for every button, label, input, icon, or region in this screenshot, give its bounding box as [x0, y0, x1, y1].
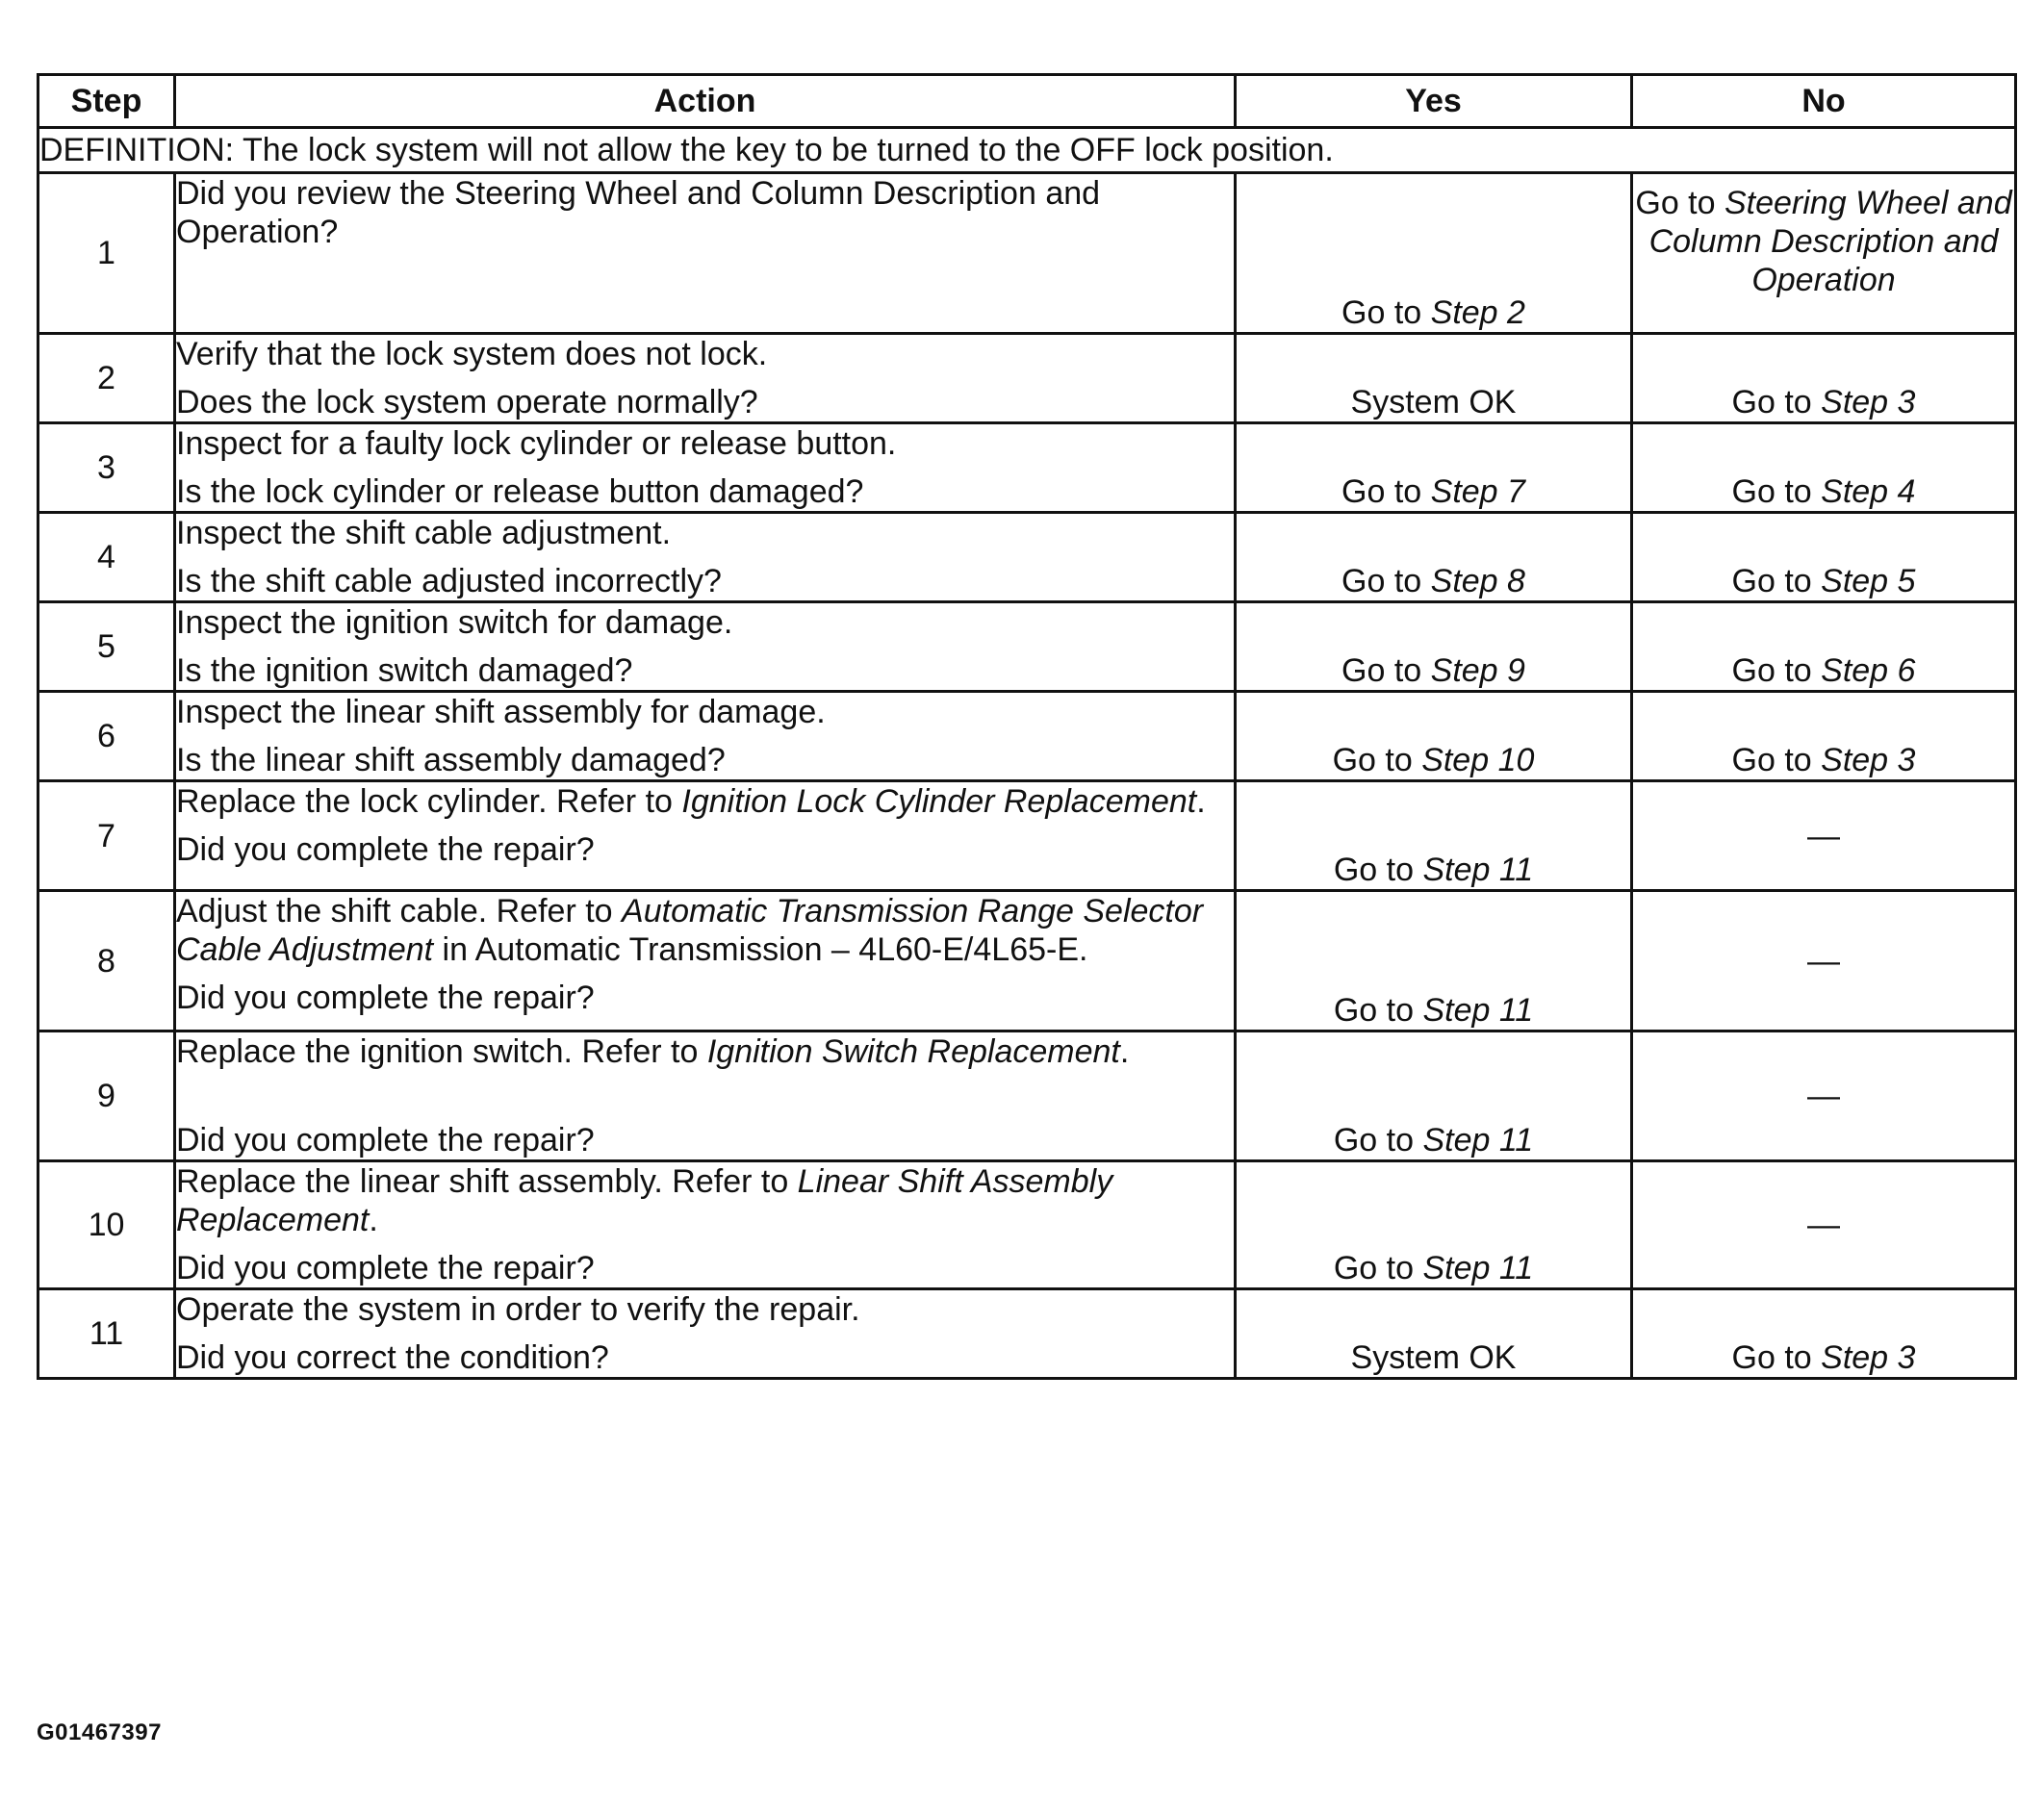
no-cell: [1632, 781, 2016, 891]
yes-cell: [1236, 602, 1632, 692]
action-text: Inspect for a faulty lock cylinder or release button.: [176, 425, 897, 462]
action-question: Is the lock cylinder or release button damaged?: [176, 473, 864, 510]
action-suffix: .: [1196, 783, 1206, 820]
procedure-link[interactable]: Ignition Lock Cylinder Replacement: [681, 783, 1197, 820]
action-text: Operate the system in order to verify the repair.: [176, 1291, 860, 1328]
action-text: Inspect the shift cable adjustment.: [176, 515, 672, 551]
table-row: [38, 513, 2016, 602]
yes-cell: [1236, 334, 1632, 423]
yes-step-link[interactable]: Step 2: [1430, 294, 1525, 331]
no-dash: —: [1807, 817, 1840, 854]
table-row: [38, 781, 2016, 891]
line-gap: [176, 1071, 1234, 1121]
procedure-link[interactable]: Ignition Switch Replacement: [706, 1033, 1120, 1070]
action-suffix: .: [369, 1202, 378, 1238]
header-yes: Yes: [1236, 75, 1632, 128]
no-cell: [1632, 423, 2016, 513]
step-number: 2: [38, 334, 175, 423]
yes-step-link[interactable]: Step 11: [1422, 852, 1534, 888]
action-prefix: Replace the ignition switch. Refer to: [176, 1033, 707, 1070]
yes-prefix: Go to: [1341, 563, 1431, 599]
yes-result: System OK: [1350, 384, 1517, 420]
table-row: [38, 334, 2016, 423]
action-text: Verify that the lock system does not lock.: [176, 336, 768, 372]
yes-cell: [1236, 692, 1632, 781]
action-question: Did you complete the repair?: [176, 831, 595, 868]
no-cell: [1632, 513, 2016, 602]
table-row: [38, 423, 2016, 513]
yes-prefix: Go to: [1341, 294, 1431, 331]
table-row: [38, 891, 2016, 1031]
yes-cell: [1236, 1031, 1632, 1161]
action-question: Is the linear shift assembly damaged?: [176, 742, 726, 778]
no-step-link[interactable]: Step 3: [1821, 1339, 1916, 1376]
action-question: Did you correct the condition?: [176, 1339, 609, 1376]
table-row: [38, 173, 2016, 334]
action-question: Does the lock system operate normally?: [176, 384, 758, 420]
step-number: 5: [38, 602, 175, 692]
no-cell: [1632, 692, 2016, 781]
action-cell: [175, 891, 1236, 1031]
yes-prefix: Go to: [1341, 473, 1431, 510]
definition-row: [38, 128, 2016, 173]
step-number: 6: [38, 692, 175, 781]
action-prefix: Replace the linear shift assembly. Refer to: [176, 1163, 798, 1200]
procedure-link[interactable]: Automatic Transmission Range Selector Cable Adjustment: [176, 893, 1204, 968]
action-cell: [175, 1031, 1236, 1161]
action-text: [176, 782, 1234, 821]
action-suffix: in Automatic Transmission – 4L60-E/4L65-E.: [433, 931, 1088, 968]
action-cell: [175, 173, 1236, 334]
header-step: Step: [38, 75, 175, 128]
no-step-link[interactable]: Step 3: [1821, 742, 1916, 778]
yes-cell: [1236, 891, 1632, 1031]
action-cell: [175, 334, 1236, 423]
step-number: 4: [38, 513, 175, 602]
action-suffix: .: [1119, 1033, 1130, 1070]
action-question: Did you complete the repair?: [176, 1122, 595, 1159]
yes-step-link[interactable]: Step 7: [1430, 473, 1525, 510]
no-prefix: Go to: [1731, 563, 1822, 599]
action-prefix: Adjust the shift cable. Refer to: [176, 893, 623, 929]
diagnostic-table: [37, 73, 2017, 1380]
table-row: [38, 1289, 2016, 1379]
action-question: Did you complete the repair?: [176, 1250, 595, 1286]
no-prefix: Go to: [1731, 1339, 1822, 1376]
yes-step-link[interactable]: Step 11: [1422, 1122, 1534, 1159]
action-cell: [175, 1161, 1236, 1289]
yes-cell: [1236, 781, 1632, 891]
no-prefix: Go to: [1731, 384, 1822, 420]
table-row: [38, 602, 2016, 692]
action-text: [176, 1032, 1234, 1071]
step-number: 9: [38, 1031, 175, 1161]
yes-prefix: Go to: [1333, 1250, 1423, 1286]
yes-cell: [1236, 173, 1632, 334]
no-step-link[interactable]: Step 6: [1821, 652, 1916, 689]
no-cell: [1632, 173, 2016, 334]
step-number: 8: [38, 891, 175, 1031]
action-cell: [175, 602, 1236, 692]
no-cell: [1632, 891, 2016, 1031]
yes-step-link[interactable]: Step 8: [1430, 563, 1525, 599]
no-prefix: Go to: [1731, 473, 1822, 510]
action-question: Did you complete the repair?: [176, 980, 595, 1016]
no-cell: [1632, 1289, 2016, 1379]
action-question: Is the shift cable adjusted incorrectly?: [176, 563, 722, 599]
action-cell: [175, 423, 1236, 513]
yes-prefix: Go to: [1341, 652, 1431, 689]
yes-prefix: Go to: [1333, 852, 1423, 888]
no-dash: —: [1807, 942, 1840, 980]
table-row: [38, 1031, 2016, 1161]
action-text: Inspect the ignition switch for damage.: [176, 604, 733, 641]
no-prefix: Go to: [1635, 185, 1725, 221]
action-text: Did you review the Steering Wheel and Column Description and Operation?: [176, 175, 1101, 250]
yes-step-link[interactable]: Step 10: [1421, 742, 1535, 778]
yes-prefix: Go to: [1332, 742, 1422, 778]
yes-step-link[interactable]: Step 11: [1422, 992, 1534, 1029]
step-number: 3: [38, 423, 175, 513]
action-cell: [175, 781, 1236, 891]
yes-cell: [1236, 1161, 1632, 1289]
table-row: [38, 1161, 2016, 1289]
yes-step-link[interactable]: Step 11: [1422, 1250, 1534, 1286]
yes-prefix: Go to: [1333, 992, 1423, 1029]
action-cell: [175, 1289, 1236, 1379]
yes-prefix: Go to: [1333, 1122, 1423, 1159]
no-step-link[interactable]: Step 3: [1821, 384, 1916, 420]
no-step-link[interactable]: Step 5: [1821, 563, 1916, 599]
no-cell: [1632, 334, 2016, 423]
definition-text: DEFINITION: The lock system will not allow the key to be turned to the OFF lock position.: [38, 128, 2016, 173]
no-cell: [1632, 1161, 2016, 1289]
step-number: 10: [38, 1161, 175, 1289]
step-number: 11: [38, 1289, 175, 1379]
no-dash: —: [1807, 1207, 1840, 1243]
procedure-link[interactable]: Linear Shift Assembly Replacement: [176, 1163, 1113, 1238]
header-action: Action: [175, 75, 1236, 128]
no-prefix: Go to: [1731, 742, 1822, 778]
action-text: Inspect the linear shift assembly for damage.: [176, 694, 826, 730]
step-number: 7: [38, 781, 175, 891]
action-cell: [175, 513, 1236, 602]
step-number: 1: [38, 173, 175, 334]
no-prefix: Go to: [1731, 652, 1822, 689]
yes-cell: [1236, 513, 1632, 602]
no-dash: —: [1807, 1078, 1840, 1114]
yes-cell: [1236, 423, 1632, 513]
action-text: [176, 892, 1234, 969]
no-reference-link[interactable]: Steering Wheel and Column Description and Operation: [1648, 185, 2012, 298]
header-no: No: [1632, 75, 2016, 128]
yes-result: System OK: [1350, 1339, 1517, 1376]
action-cell: [175, 692, 1236, 781]
table-row: [38, 692, 2016, 781]
action-question: Is the ignition switch damaged?: [176, 652, 633, 689]
no-cell: [1632, 602, 2016, 692]
no-cell: [1632, 1031, 2016, 1161]
figure-id: G01467397: [37, 1719, 162, 1745]
action-text: [176, 1162, 1234, 1239]
no-step-link[interactable]: Step 4: [1821, 473, 1916, 510]
diagnostic-sheet: [37, 73, 2014, 1380]
action-prefix: Replace the lock cylinder. Refer to: [176, 783, 682, 820]
yes-cell: [1236, 1289, 1632, 1379]
yes-step-link[interactable]: Step 9: [1430, 652, 1525, 689]
header-row: [38, 75, 2016, 128]
